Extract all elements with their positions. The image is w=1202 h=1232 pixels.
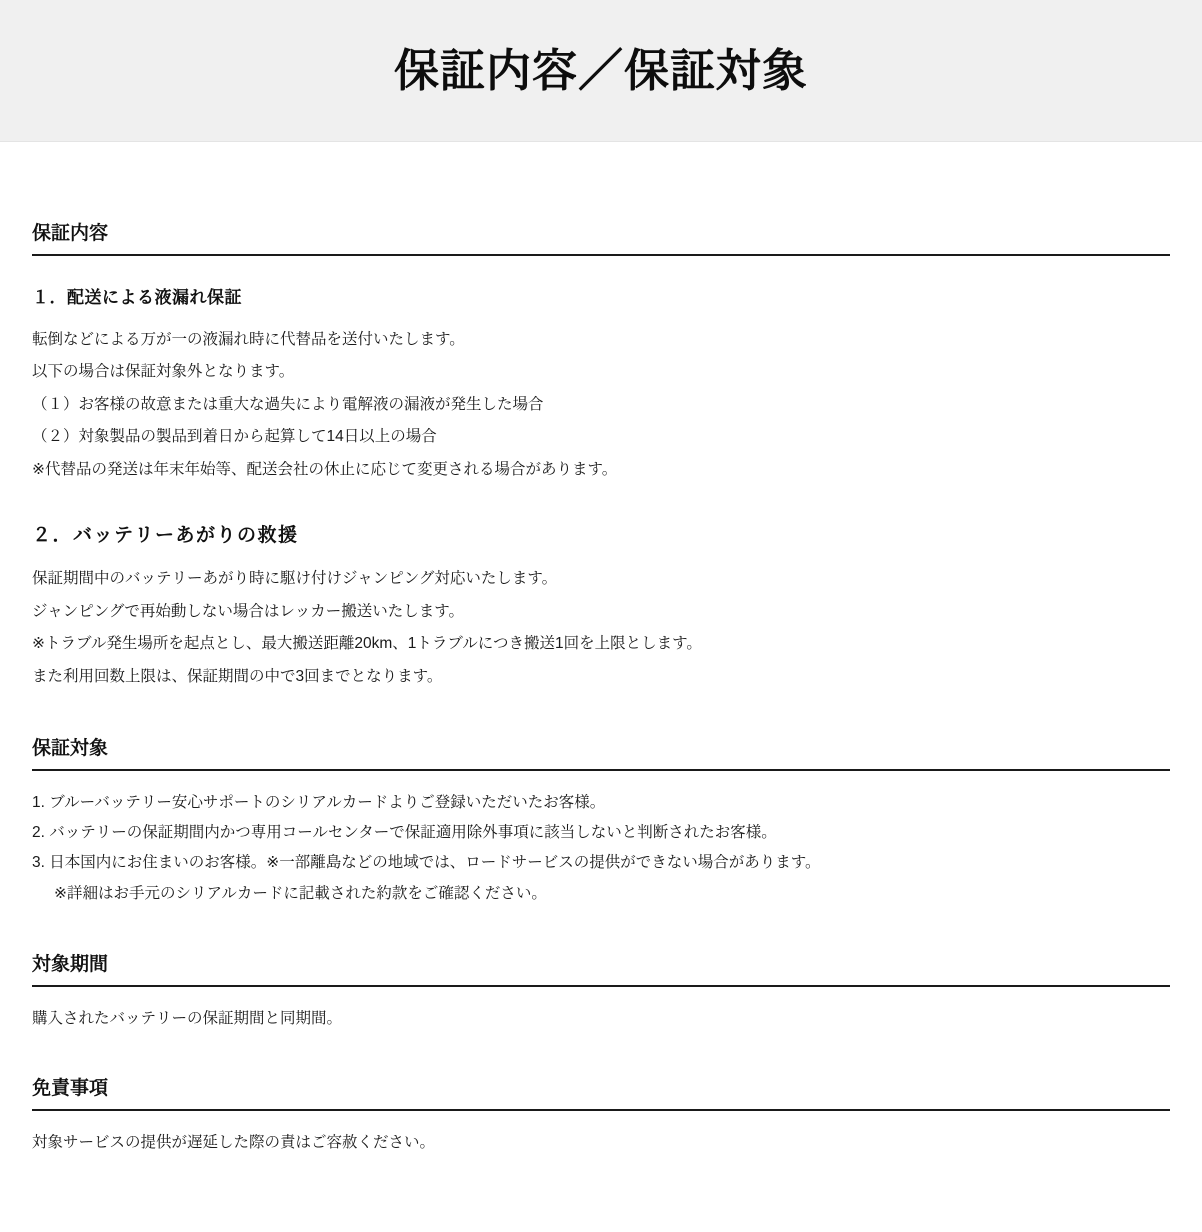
text-line: ジャンピングで再始動しない場合はレッカー搬送いたします。 — [32, 602, 464, 620]
section-heading-warranty-contents: 保証内容 — [32, 218, 1170, 256]
text-line: （１）お客様の故意または重大な過失により電解液の漏液が発生した場合 — [32, 395, 544, 413]
text-line: 転倒などによる万が一の液漏れ時に代替品を送付いたします。 — [32, 331, 465, 348]
list-item-note: ※詳細はお手元のシリアルカードに記載された約款をご確認ください。 — [54, 884, 547, 902]
section-heading-warranty-target: 保証対象 — [32, 733, 1170, 771]
paragraph-block-leak-warranty — [32, 325, 1170, 484]
page-header-band — [0, 0, 1202, 142]
section-target-period — [32, 949, 1170, 1033]
text-line: ※トラブル発生場所を起点とし、最大搬送距離20km、1トラブルにつき搬送1回を上限とします。 — [32, 635, 702, 653]
list-item: 2. バッテリーの保証期間内かつ専用コールセンターで保証適用除外事項に該当しないと判断されたお客様。 — [32, 824, 777, 842]
text-line: 保証期間中のバッテリーあがり時に駆け付けジャンピング対応いたします。 — [32, 570, 558, 588]
subheading-leak-warranty: １．配送による液漏れ保証 — [32, 288, 242, 307]
warranty-target-list — [32, 788, 1170, 909]
text-line: 対象サービスの提供が遅延した際の責はご容赦ください。 — [32, 1134, 436, 1152]
document-content — [0, 142, 1202, 1232]
text-line: 購入されたバッテリーの保証期間と同期間。 — [32, 1009, 343, 1027]
section-heading-target-period: 対象期間 — [32, 949, 1170, 987]
section-warranty-target — [32, 733, 1170, 909]
spacer — [32, 691, 1170, 733]
list-item: 3. 日本国内にお住まいのお客様。※一部離島などの地域では、ロードサービスの提供ができない場合があります。 — [32, 854, 821, 872]
list-item: 1. ブルーバッテリー安心サポートのシリアルカードよりご登録いただいたお客様。 — [32, 793, 606, 811]
paragraph-block-battery-rescue — [32, 564, 1170, 691]
paragraph-block-disclaimer — [32, 1128, 1170, 1157]
text-line: ※代替品の発送は年末年始等、配送会社の休止に応じて変更される場合があります。 — [32, 460, 618, 478]
subheading-battery-rescue: ２．バッテリーあがりの救援 — [32, 525, 299, 547]
text-line: （２）対象製品の製品到着日から起算して14日以上の場合 — [32, 428, 437, 446]
section-warranty-contents — [32, 218, 1170, 691]
text-line: 以下の場合は保証対象外となります。 — [32, 363, 295, 381]
text-line: また利用回数上限は、保証期間の中で3回までとなります。 — [32, 667, 443, 685]
spacer — [32, 1158, 1170, 1192]
page-title: 保証内容／保証対象 — [393, 44, 808, 96]
section-disclaimer — [32, 1073, 1170, 1157]
paragraph-block-target-period — [32, 1004, 1170, 1033]
spacer — [32, 142, 1170, 218]
spacer — [32, 909, 1170, 949]
spacer — [32, 1033, 1170, 1073]
section-heading-disclaimer: 免責事項 — [32, 1073, 1170, 1111]
